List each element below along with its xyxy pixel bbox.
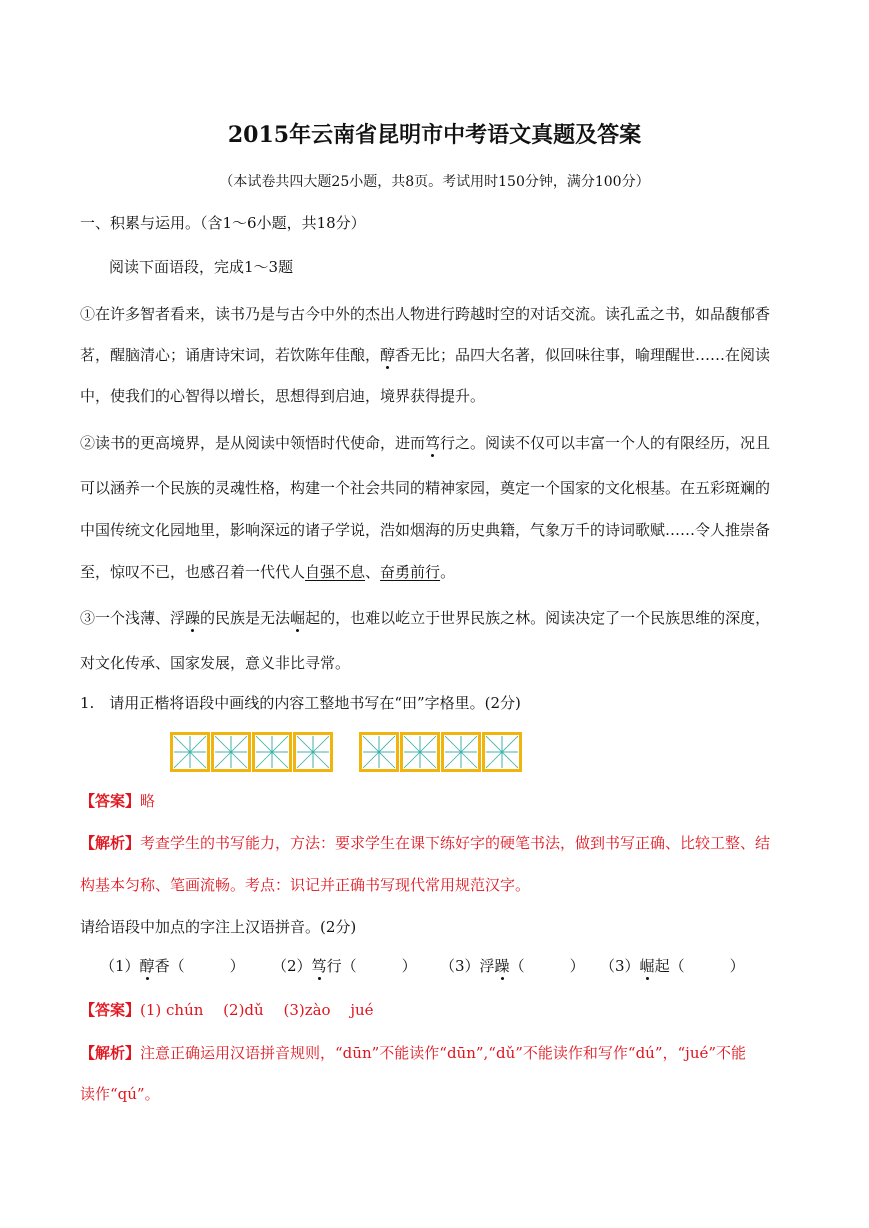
- explanation-1-line-2: 构基本匀称、笔画流畅。考点：识记并正确书写现代常用规范汉字。: [80, 876, 531, 894]
- text-span: 至，惊叹不已，也感召着一代代人: [80, 563, 306, 581]
- text-span: （3）: [600, 957, 640, 975]
- question-2-item-4: [600, 956, 745, 976]
- dotted-character: 醇: [380, 346, 396, 364]
- paragraph-3-line-2: 对文化传承、国家发展，意义非比寻常。: [80, 654, 351, 672]
- paragraph-1-line-1: ①在许多智者看来，读书乃是与古今中外的杰出人物进行跨越时空的对话交流。读孔孟之书，如品馥郁香: [80, 305, 771, 323]
- dotted-character: 躁: [494, 957, 510, 975]
- answer-text: 略: [140, 792, 156, 810]
- text-span: 起的，也难以屹立于世界民族之林。阅读决定了一个民族思维的深度，: [305, 609, 771, 627]
- question-2-item-2: [272, 956, 417, 976]
- tian-grid-group-1: [170, 732, 333, 772]
- grid-lines-icon: [486, 736, 518, 768]
- dotted-character: 笃: [425, 434, 441, 452]
- text-span: 。: [440, 563, 456, 581]
- paragraph-1-line-2: [80, 345, 770, 365]
- tian-grid-cell[interactable]: [400, 732, 440, 772]
- dotted-character: 躁: [185, 609, 201, 627]
- tian-grid-group-2: [359, 732, 522, 772]
- tian-grid-cell[interactable]: [293, 732, 333, 772]
- page-title: 2015年云南省昆明市中考语文真题及答案: [227, 122, 642, 148]
- grid-lines-icon: [445, 736, 477, 768]
- tian-grid-cell[interactable]: [359, 732, 399, 772]
- paragraph-2-line-1: [80, 433, 770, 453]
- reading-instruction: 阅读下面语段，完成1～3题: [109, 258, 294, 276]
- explanation-tag: 【解析】: [80, 834, 141, 852]
- text-span: 、: [365, 563, 381, 581]
- grid-lines-icon: [363, 736, 395, 768]
- tian-grid-cell[interactable]: [482, 732, 522, 772]
- paragraph-3-line-1: [80, 608, 770, 628]
- answer-1: [80, 791, 155, 811]
- text-span: 的民族是无法: [200, 609, 291, 627]
- paragraph-2-line-4: [80, 562, 455, 582]
- text-span: （3）浮: [440, 957, 495, 975]
- answer-tag: 【答案】: [80, 1001, 141, 1019]
- dotted-character: 笃: [311, 957, 327, 975]
- text-span: （ ）: [509, 957, 585, 975]
- grid-lines-icon: [174, 736, 206, 768]
- exam-subtitle: （本试卷共四大题25小题，共8页。考试用时150分钟，满分100分）: [219, 174, 650, 190]
- explanation-2-line-2: 读作“qú”。: [80, 1085, 160, 1103]
- paragraph-1-line-3: 中，使我们的心智得以增长，思想得到启迪，境界获得提升。: [80, 387, 486, 405]
- dotted-character: 醇: [139, 957, 155, 975]
- tian-grid-cell[interactable]: [170, 732, 210, 772]
- question-2-item-3: [440, 956, 585, 976]
- explanation-2-line-1: [80, 1043, 746, 1063]
- text-span: 行之。阅读不仅可以丰富一个人的有限经历，况且: [440, 434, 771, 452]
- text-span: 起（ ）: [654, 957, 745, 975]
- answer-2: [80, 1000, 374, 1020]
- explanation-text: 注意正确运用汉语拼音规则，“dūn”不能读作“dūn”,“dǔ”不能读作和写作“dú”，“jué”不能: [140, 1044, 747, 1062]
- answer-text: (1) chún (2)dǔ (3)zào jué: [140, 1001, 374, 1019]
- answer-tag: 【答案】: [80, 792, 141, 810]
- section-heading: 一、积累与运用。（含1～6小题，共18分）: [80, 214, 366, 232]
- underlined-phrase: 奋勇前行: [380, 563, 441, 581]
- explanation-text: 考查学生的书写能力，方法：要求学生在课下练好字的硬笔书法，做到书写正确、比较工整、结: [140, 834, 771, 852]
- grid-lines-icon: [297, 736, 329, 768]
- text-span: 行（ ）: [326, 957, 417, 975]
- text-span: 香（ ）: [154, 957, 245, 975]
- question-2-items: [100, 956, 245, 976]
- underlined-phrase: 自强不息: [305, 563, 366, 581]
- tian-grid-cell[interactable]: [441, 732, 481, 772]
- dotted-character: 崛: [639, 957, 655, 975]
- grid-lines-icon: [256, 736, 288, 768]
- question-1: 1. 请用正楷将语段中画线的内容工整地书写在“田”字格里。(2分): [80, 694, 521, 712]
- question-2: 请给语段中加点的字注上汉语拼音。(2分): [80, 918, 357, 936]
- paragraph-2-line-3: 中国传统文化园地里，影响深远的诸子学说，浩如烟海的历史典籍，气象万千的诗词歌赋……令人推崇备: [80, 521, 771, 539]
- tian-grid-cell[interactable]: [252, 732, 292, 772]
- text-span: 茗，醒脑清心；诵唐诗宋词，若饮陈年佳酿，: [80, 346, 381, 364]
- explanation-1-line-1: [80, 833, 770, 853]
- tian-grid-cell[interactable]: [211, 732, 251, 772]
- text-span: （1）: [100, 957, 140, 975]
- text-span: ③一个浅薄、浮: [80, 609, 186, 627]
- grid-lines-icon: [215, 736, 247, 768]
- explanation-tag: 【解析】: [80, 1044, 141, 1062]
- text-span: ②读书的更高境界，是从阅读中领悟时代使命，进而: [80, 434, 426, 452]
- text-span: （2）: [272, 957, 312, 975]
- dotted-character: 崛: [290, 609, 306, 627]
- text-span: 香无比；品四大名著，似回味往事，喻理醒世……在阅读: [395, 346, 771, 364]
- grid-lines-icon: [404, 736, 436, 768]
- paragraph-2-line-2: 可以涵养一个民族的灵魂性格，构建一个社会共同的精神家园，奠定一个国家的文化根基。在五彩斑斓的: [80, 479, 771, 497]
